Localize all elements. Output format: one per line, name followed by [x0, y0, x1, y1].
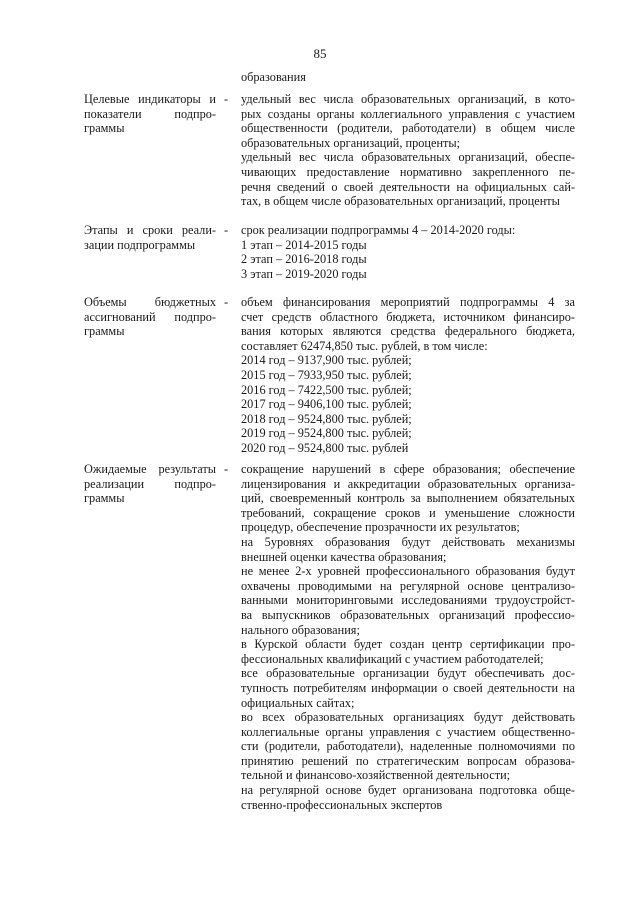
section-dash: -: [224, 295, 229, 309]
section-dash: -: [224, 462, 229, 476]
value-line: 1 этап – 2014-2015 годы: [241, 237, 367, 252]
budget-year-line: 2017 год – 9406,100 тыс. рублей;: [241, 397, 412, 412]
budget-year-line: 2015 год – 7933,950 тыс. рублей;: [241, 367, 412, 382]
value-line: сти (родители, работодатели), наделенные полномочиями по: [241, 739, 575, 754]
value-line: тупность потребителям информации о своей деятельности на: [241, 680, 575, 695]
budget-year-line: 2016 год – 7422,500 тыс. рублей;: [241, 382, 412, 397]
value-line: коллегиальные органы управления с участием общественно-: [241, 724, 575, 739]
label-line: реализации подпро-: [84, 476, 216, 491]
value-line: во всех образовательных организациях будут действовать: [241, 710, 575, 725]
continuation-text: образования: [241, 70, 306, 84]
label-line: Этапы и сроки реали-: [84, 223, 216, 237]
value-line: счет средств областного бюджета, источником финансиро-: [241, 309, 575, 324]
section-label: [84, 92, 216, 136]
value-line: составляет 62474,850 тыс. рублей, в том числе:: [241, 338, 488, 353]
value-line: нального образования;: [241, 622, 360, 637]
value-line: ванными мониторинговыми исследованиями трудоустройст-: [241, 593, 575, 608]
page-number: 85: [313, 46, 327, 61]
value-line: удельный вес числа образовательных организаций, обеспе-: [241, 150, 575, 165]
value-line: внешней оценки качества образования;: [241, 549, 447, 564]
value-line: ций, своевременный контроль за выполнением обязательных: [241, 491, 575, 506]
budget-year-line: 2019 год – 9524,800 тыс. рублей;: [241, 426, 412, 441]
value-line: 2 этап – 2016-2018 годы: [241, 252, 367, 267]
section-dash: -: [224, 223, 229, 237]
section-label: [84, 295, 216, 339]
value-line: тельной и финансово-хозяйственной деятельности;: [241, 768, 511, 783]
value-line: на 5уровнях образования будут действовать механизмы: [241, 534, 575, 549]
value-line: рых созданы органы коллегиального управления с участием: [241, 106, 575, 121]
value-line: не менее 2-х уровней профессионального образования будут: [241, 564, 575, 579]
value-line: на регулярной основе будет организована подготовка обще-: [241, 783, 575, 798]
label-line: ассигнований подпро-: [84, 309, 216, 324]
section-value: [241, 295, 575, 456]
value-line: процедур, обеспечение прозрачности их результатов;: [241, 520, 520, 535]
label-line: граммы: [84, 324, 125, 339]
label-line: граммы: [84, 121, 125, 136]
value-line: общественности (родители, работодатели) в общем числе: [241, 121, 575, 136]
value-line: лицензирования и аккредитации образовательных организа-: [241, 476, 575, 491]
budget-year-line: 2014 год – 9137,900 тыс. рублей;: [241, 353, 412, 368]
section-label: [84, 223, 216, 252]
budget-year-line: 2020 год – 9524,800 тыс. рублей: [241, 440, 409, 455]
label-line: Ожидаемые результаты: [84, 462, 216, 476]
section-value: [241, 92, 575, 209]
label-line: граммы: [84, 491, 125, 506]
label-line: показатели подпро-: [84, 106, 216, 121]
value-line: требований, сокращение сроков и уменьшение сложности: [241, 505, 575, 520]
section-label: [84, 462, 216, 506]
value-line: ственно-профессиональных экспертов: [241, 797, 443, 812]
section-value: [241, 223, 575, 281]
value-line: вания которых являются средства федерального бюджета,: [241, 324, 575, 339]
value-line: тах, в общем числе образовательных организаций, проценты: [241, 194, 560, 209]
value-line: в Курской области будет создан центр сертификации про-: [241, 637, 575, 652]
value-line: сокращение нарушений в сфере образования; обеспечение: [241, 462, 575, 476]
value-line: речня сведений о своей деятельности на официальных сай-: [241, 179, 575, 194]
value-line: принятию решений по стратегическим вопросам образова-: [241, 753, 575, 768]
value-line: срок реализации подпрограммы 4 – 2014-2020 годы:: [241, 223, 516, 237]
value-line: ва выпускников образовательных организаций профессио-: [241, 607, 575, 622]
value-line: 3 этап – 2019-2020 годы: [241, 266, 367, 281]
section-dash: -: [224, 92, 229, 106]
value-line: объем финансирования мероприятий подпрограммы 4 за: [241, 295, 575, 309]
label-line: Объемы бюджетных: [84, 295, 216, 309]
value-line: официальных сайтах;: [241, 695, 355, 710]
value-line: удельный вес числа образовательных организаций, в кото-: [241, 92, 575, 106]
label-line: зации подпрограммы: [84, 237, 196, 252]
label-line: Целевые индикаторы и: [84, 92, 216, 106]
value-line: все образовательные организации будут обеспечивать дос-: [241, 666, 575, 681]
budget-year-line: 2018 год – 9524,800 тыс. рублей;: [241, 411, 412, 426]
value-line: образовательных организаций, проценты;: [241, 135, 461, 150]
section-value: [241, 462, 575, 812]
value-line: охвачены проводимыми на регулярной основе централизо-: [241, 578, 575, 593]
value-line: фессиональных квалификаций с участием работодателей;: [241, 651, 544, 666]
value-line: чивающих предоставление нормативно закрепленного пе-: [241, 164, 575, 179]
